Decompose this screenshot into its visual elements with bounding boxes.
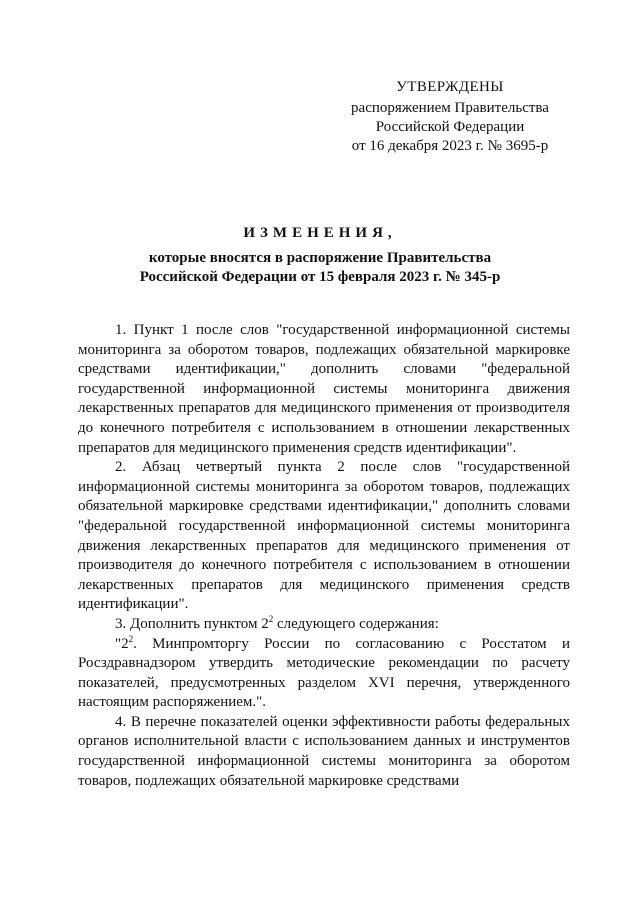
approval-line-1: распоряжением Правительства bbox=[351, 100, 549, 116]
paragraph-4-text-end: . Минпромторгу России по согласованию с Росстатом и Росздравнадзором утвердить методические рекомендации по расчету показателей, предусмотренных разделом XVI перечня, утвержденного настоящим распоряжением.". bbox=[78, 635, 570, 711]
subtitle-line-2: Российской Федерации от 15 февраля 2023 г. № 345-р bbox=[139, 269, 501, 285]
superscript: 2 bbox=[128, 633, 134, 644]
paragraph-1: 1. Пункт 1 после слов "государственной информационной системы мониторинга за оборотом товаров, подлежащих обязательной маркировке средствами идентификации," дополнить словами "федеральной государственной информационной системы мониторинга движения лекарственных препаратов для медицинского применения от производителя до конечного потребителя с использованием в отношении лекарственных препаратов для медицинского применения средств идентификации". bbox=[78, 322, 570, 456]
approval-line-3: от 16 декабря 2023 г. № 3695-р bbox=[351, 138, 549, 154]
document-title: ИЗМЕНЕНИЯ, bbox=[243, 225, 397, 241]
approval-stamp bbox=[330, 78, 570, 156]
approval-heading: УТВЕРЖДЕНЫ bbox=[396, 79, 504, 95]
approval-line-2: Российской Федерации bbox=[375, 119, 525, 135]
paragraph-5: 4. В перечне показателей оценки эффективности работы федеральных органов исполнительной власти с использованием данных и инструментов государственной информационной системы мониторинга за оборотом товаров, подлежащих обязательной маркировке средствами bbox=[78, 713, 570, 789]
paragraph-3-text-end: следующего содержания: bbox=[273, 615, 439, 632]
document-subtitle bbox=[0, 249, 640, 287]
subtitle-line-1: которые вносятся в распоряжение Правительства bbox=[148, 250, 492, 266]
paragraph-4-text: "2 bbox=[115, 635, 129, 652]
paragraph-2: 2. Абзац четвертый пункта 2 после слов "государственной информационной системы мониторинга за оборотом товаров, подлежащих обязательной маркировке средствами идентификации," дополнить словами "федеральной государственной информационной системы мониторинга движения лекарственных препаратов для медицинского применения от производителя до конечного потребителя с использованием в отношении лекарственных препаратов для медицинского применения средств идентификации". bbox=[78, 459, 570, 613]
paragraph-3-text: 3. Дополнить пунктом 2 bbox=[115, 615, 269, 632]
paragraph-3 bbox=[78, 615, 570, 635]
document-body bbox=[78, 321, 570, 791]
superscript: 2 bbox=[268, 613, 274, 624]
paragraph-4 bbox=[78, 635, 570, 713]
